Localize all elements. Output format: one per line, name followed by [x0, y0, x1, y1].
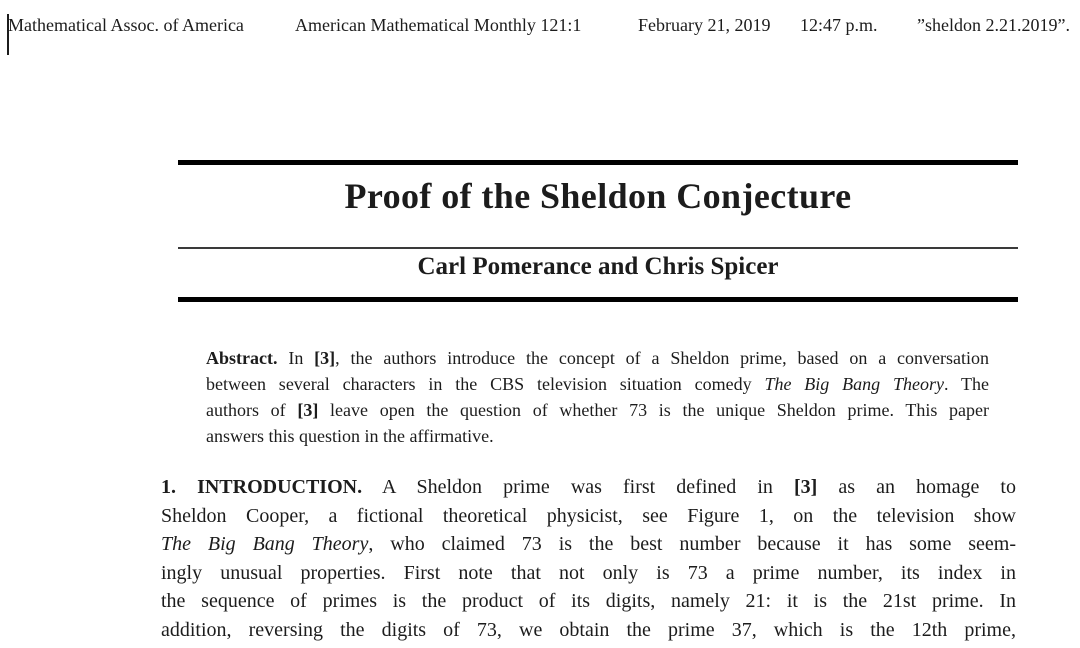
- body-line: addition, reversing the digits of 73, we obtain the prime 37, which is the 12th prime,: [161, 618, 1016, 641]
- paper-title: Proof of the Sheldon Conjecture: [344, 176, 852, 216]
- header-date: February 21, 2019: [638, 15, 771, 35]
- abstract-line: Abstract. In [3], the authors introduce the concept of a Sheldon prime, based on a conversation: [206, 348, 989, 368]
- paper-authors: Carl Pomerance and Chris Spicer: [417, 253, 779, 280]
- body-line: ingly unusual properties. First note that not only is 73 a prime number, its index in: [161, 561, 1016, 584]
- introduction-paragraph: [161, 473, 1016, 644]
- body-line: Sheldon Cooper, a fictional theoretical physicist, see Figure 1, on the television show: [161, 504, 1016, 527]
- body-line: The Big Bang Theory, who claimed 73 is the best number because it has some seem-: [161, 533, 1016, 555]
- body-line: the sequence of primes is the product of its digits, namely 21: it is the 21st prime. In: [161, 590, 1016, 612]
- abstract-line: answers this question in the affirmative.: [206, 426, 494, 446]
- body-line: 1. INTRODUCTION. A Sheldon prime was first defined in [3] as an homage to: [161, 476, 1016, 498]
- abstract-line: between several characters in the CBS television situation comedy The Big Bang Theory. The: [206, 374, 989, 394]
- abstract-block: [206, 345, 989, 449]
- abstract-line: authors of [3] leave open the question of whether 73 is the unique Sheldon prime. This paper: [206, 400, 989, 420]
- header-journal: American Mathematical Monthly 121:1: [295, 15, 582, 35]
- title-rule-bottom: [178, 297, 1018, 302]
- header-publisher: Mathematical Assoc. of America: [8, 15, 244, 35]
- header-filename: ”sheldon 2.21.2019”.: [917, 15, 1070, 35]
- title-rule-middle: [178, 247, 1018, 249]
- title-rule-top: [178, 160, 1018, 165]
- header-time: 12:47 p.m.: [800, 15, 878, 35]
